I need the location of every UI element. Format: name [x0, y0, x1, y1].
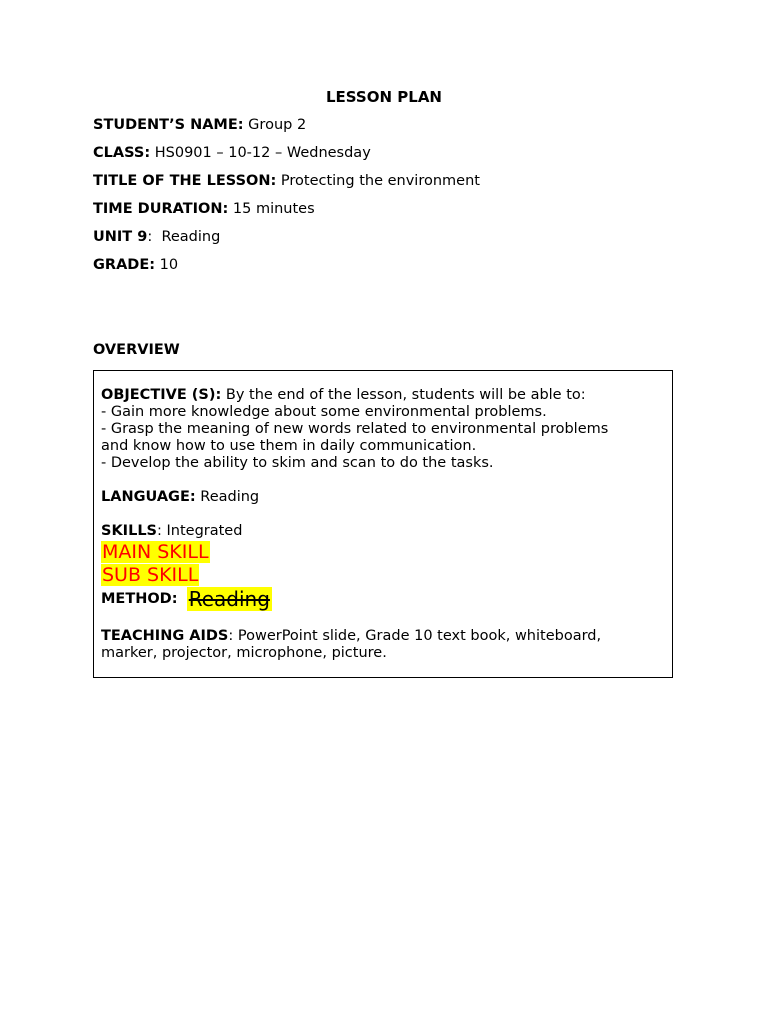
grade-label: GRADE:	[93, 257, 156, 273]
objective-intro: By the end of the lesson, students will be able to:	[221, 387, 586, 403]
unit-label: UNIT 9	[93, 229, 148, 245]
language-line	[101, 489, 259, 506]
objective-item: - Grasp the meaning of new words related to environmental problems	[101, 421, 609, 437]
lesson-title-line	[93, 171, 480, 191]
lesson-title-label: TITLE OF THE LESSON:	[93, 173, 277, 189]
language-label: LANGUAGE:	[101, 489, 196, 505]
teaching-aids-continuation: marker, projector, microphone, picture.	[101, 645, 387, 661]
objective-item: - Gain more knowledge about some environmental problems.	[101, 404, 547, 420]
teaching-aids-line	[101, 628, 601, 645]
method-label: METHOD:	[101, 591, 178, 607]
main-skill-highlight: MAIN SKILL	[102, 541, 209, 563]
document-title: LESSON PLAN	[326, 88, 442, 106]
teaching-aids-label: TEACHING AIDS	[101, 628, 229, 644]
lesson-title-value: Protecting the environment	[276, 173, 480, 189]
duration-line	[93, 199, 315, 219]
language-value: Reading	[195, 489, 260, 505]
unit-line	[93, 227, 220, 247]
method-value: Reading	[188, 587, 270, 611]
objective-label: OBJECTIVE (S):	[101, 387, 222, 403]
method-line	[101, 586, 272, 612]
duration-value: 15 minutes	[228, 201, 315, 217]
student-name-label: STUDENT’S NAME:	[93, 117, 244, 133]
grade-line	[93, 255, 178, 275]
objective-line	[101, 387, 586, 404]
class-label: CLASS:	[93, 145, 151, 161]
unit-value: : Reading	[147, 229, 221, 245]
skills-line	[101, 523, 242, 540]
grade-value: 10	[155, 257, 179, 273]
class-value: HS0901 – 10-12 – Wednesday	[150, 145, 371, 161]
skills-value: : Integrated	[157, 523, 243, 539]
overview-heading: OVERVIEW	[93, 342, 180, 358]
main-skill-line	[101, 541, 210, 563]
sub-skill-line	[101, 564, 199, 586]
student-name-line	[93, 115, 306, 135]
teaching-aids-value: : PowerPoint slide, Grade 10 text book, whiteboard,	[228, 628, 602, 644]
student-name-value: Group 2	[243, 117, 307, 133]
objective-item: and know how to use them in daily communication.	[101, 438, 477, 454]
duration-label: TIME DURATION:	[93, 201, 229, 217]
skills-label: SKILLS	[101, 523, 157, 539]
class-line	[93, 143, 371, 163]
sub-skill-highlight: SUB SKILL	[102, 564, 199, 586]
objective-item: - Develop the ability to skim and scan to do the tasks.	[101, 455, 494, 471]
overview-box	[93, 370, 673, 678]
